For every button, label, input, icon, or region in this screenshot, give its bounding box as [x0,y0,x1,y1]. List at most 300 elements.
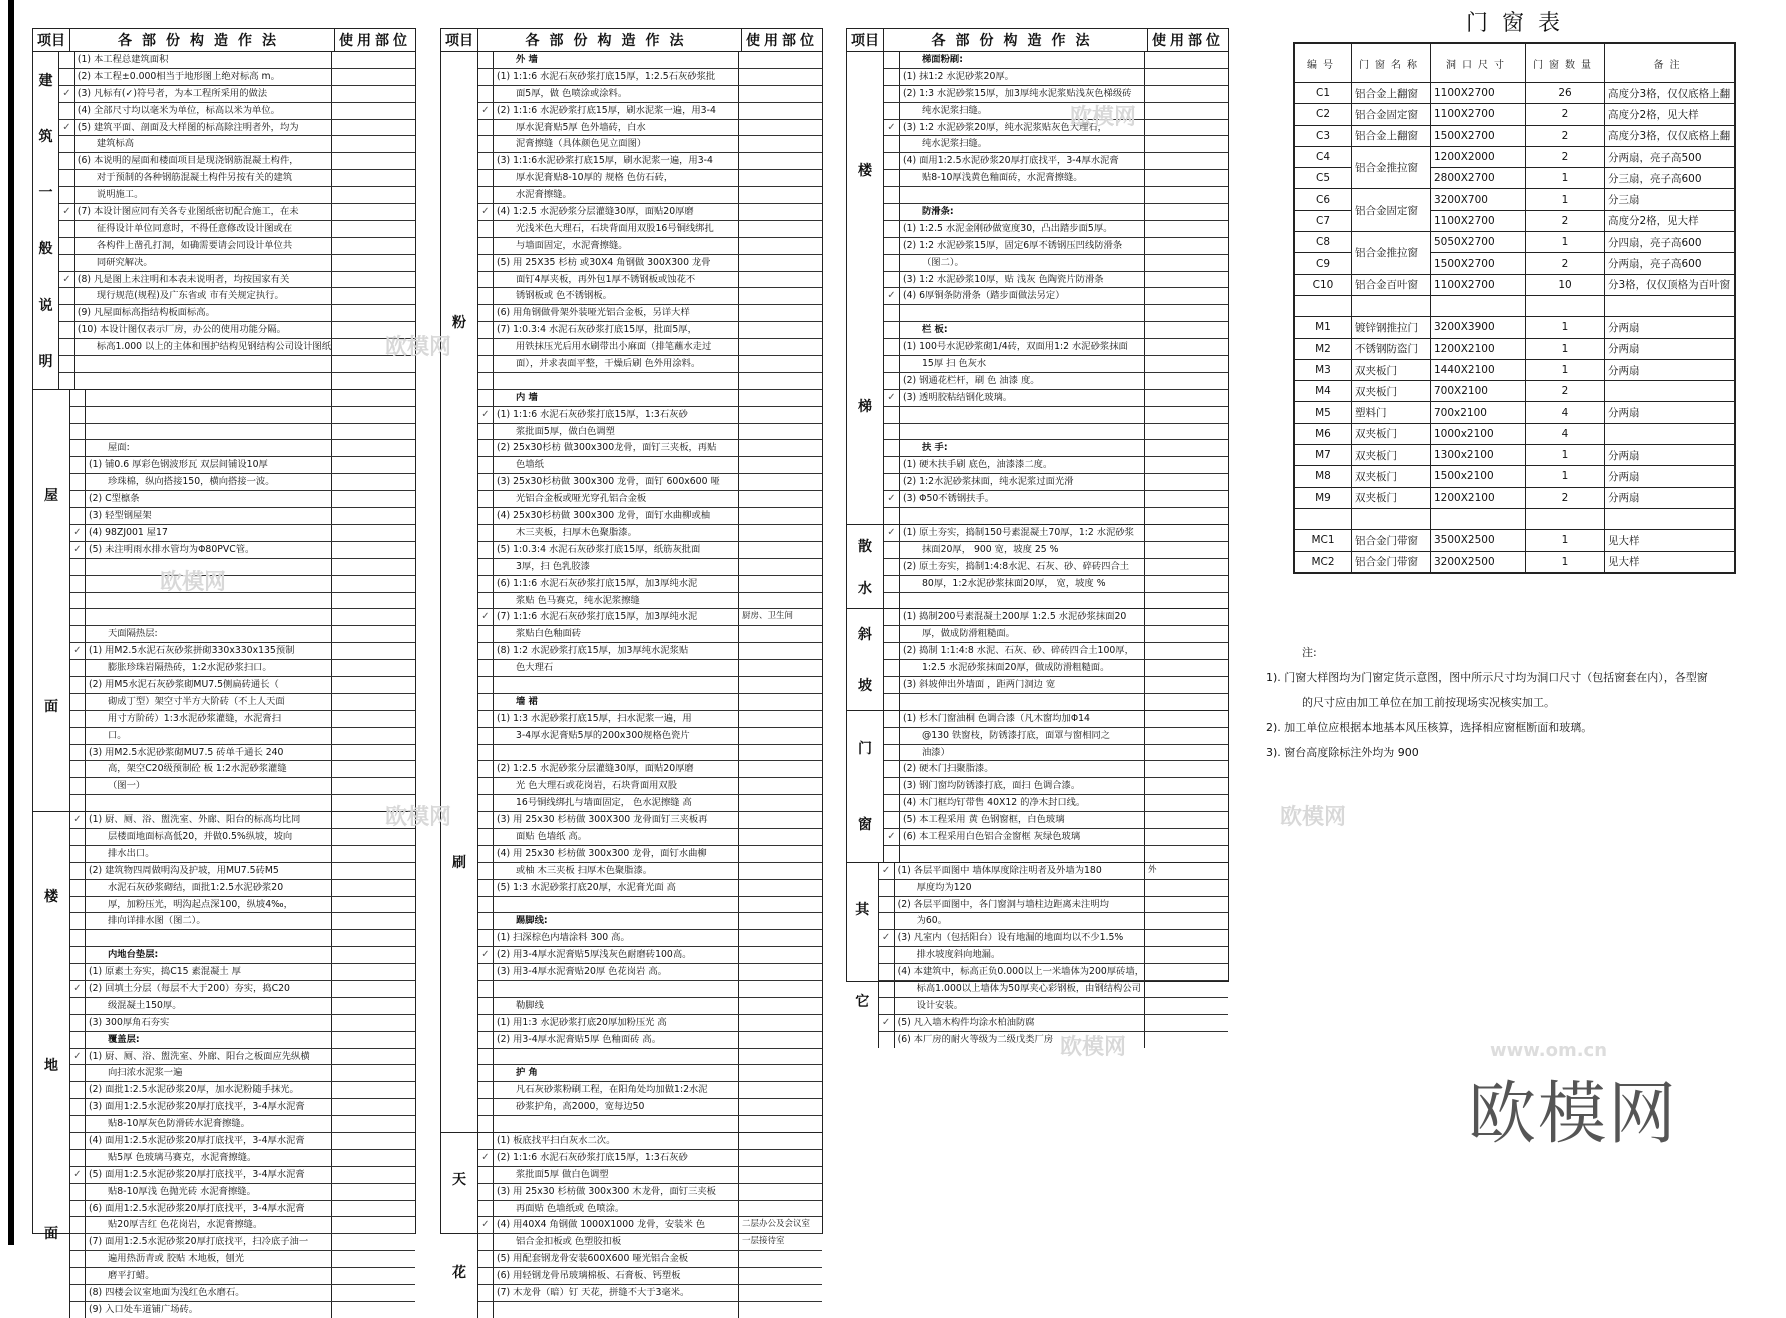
use-location [739,576,822,592]
use-location [1145,542,1228,558]
table-row [478,897,822,914]
use-location [1145,153,1228,169]
method-text: (2) 本工程±0.000相当于地形图上绝对标高 m。 [75,69,332,85]
method-text: (6) 面用1:2.5水泥砂浆20厚打底找平，3-4厚水泥膏 [86,1201,332,1217]
door-window-row [1295,317,1735,338]
table-row [478,745,822,762]
table-row [478,1234,822,1251]
check-mark-icon [59,69,75,85]
check-mark-icon [884,677,900,693]
check-mark-icon [478,525,494,541]
table-row [884,593,1228,609]
table-row [70,981,415,998]
door-window-row [1295,104,1735,125]
use-location [739,440,822,456]
check-mark-icon: ✓ [478,609,494,625]
table-row [478,1217,822,1234]
use-location [1145,221,1228,237]
table-header [441,29,822,52]
method-text: 设计安装。 [895,998,1145,1014]
cell-id: M1 [1295,317,1352,338]
check-mark-icon [70,1082,86,1098]
section [847,711,1228,863]
use-location [332,778,415,794]
use-location [332,1082,415,1098]
table-row [478,677,822,694]
method-text: (3) 凡室内（包括阳台）设有地漏的地面均以不少1.5% [895,930,1145,946]
method-text: (1) 板底找平扫白灰水二次。 [494,1133,739,1149]
use-location [739,204,822,220]
method-text: （图二）。 [900,255,1145,271]
site-logo: 欧模网 [1468,1075,1679,1154]
method-text: 再面贴 色墙纸或 色喷涂。 [494,1201,739,1217]
method-text: 排向详排水图（图二）。 [86,913,332,929]
check-mark-icon [879,981,895,997]
cell-note: 分三扇，亮子高600 [1605,168,1735,189]
cell-size: 1100X2700 [1431,104,1526,125]
use-location [1145,69,1228,85]
use-location [332,288,415,304]
method-text: (5) 1:3 水泥砂浆打底20厚，水泥膏光面 高 [494,880,739,896]
table-row [70,576,415,593]
table-row [478,1201,822,1218]
use-location [332,1217,415,1233]
method-text: @130 铁窗枝，防锈漆打底，面罩与窗相同之 [900,728,1145,744]
method-text: 栏 板: [900,322,1145,338]
table-row [884,238,1228,255]
method-text: 内 墙 [494,390,739,406]
table-row [884,322,1228,339]
cell-name: 双夹板门 [1352,381,1431,402]
table-row [59,120,415,137]
table-row [70,1285,415,1302]
check-mark-icon: ✓ [59,272,75,288]
cell-name: 双夹板门 [1352,487,1431,508]
check-mark-icon [478,1184,494,1200]
section [33,52,415,390]
check-mark-icon: ✓ [478,103,494,119]
method-text: (1) 1:2.5 水泥金刚砂做宽度30，凸出踏步面5厚。 [900,221,1145,237]
check-mark-icon [884,153,900,169]
check-mark-icon [70,761,86,777]
use-location [332,525,415,541]
table-row [70,947,415,964]
method-text: (3) 25x30杉枋做 300x300 龙骨，面钉 600x600 哑 [494,474,739,490]
check-mark-icon [59,170,75,186]
method-text: (1) 硬木扶手刷 底色，油漆漆二度。 [900,457,1145,473]
check-mark-icon [884,778,900,794]
use-location [332,187,415,203]
table-row [478,559,822,576]
check-mark-icon [478,677,494,693]
check-mark-icon [879,897,895,913]
cell-id: M9 [1295,487,1352,508]
method-text: 面贴 色墙纸 高。 [494,829,739,845]
use-location [332,643,415,659]
table-row [478,761,822,778]
table-row [70,711,415,728]
check-mark-icon: ✓ [478,1150,494,1166]
check-mark-icon [478,356,494,372]
method-text: (8) 1:2 水泥砂浆打底15厚，加3厚纯水泥浆贴 [494,643,739,659]
method-text: (3) 用3-4厚水泥膏贴20厚 色花岗岩 高。 [494,964,739,980]
cell-size: 700X2100 [1431,381,1526,402]
method-text [494,981,739,997]
check-mark-icon [478,542,494,558]
use-location [332,1099,415,1115]
use-location [1145,322,1228,338]
check-mark-icon [478,913,494,929]
table-row [884,339,1228,356]
method-text: (2) 回填土分层（每层不大于200）夯实，捣C20 [86,981,332,997]
check-mark-icon [478,930,494,946]
method-text: 内地台垫层: [86,947,332,963]
check-mark-icon [478,981,494,997]
use-location [332,1302,415,1318]
table-row [879,930,1228,947]
use-location [739,69,822,85]
check-mark-icon [884,474,900,490]
table-row [478,1082,822,1099]
check-mark-icon: ✓ [884,829,900,845]
cell-id: M3 [1295,359,1352,380]
method-text [900,305,1145,321]
use-location [1145,643,1228,659]
table-row [884,812,1228,829]
use-location [332,1201,415,1217]
use-location [332,829,415,845]
cell-size: 3200X2500 [1431,551,1526,572]
use-location [739,1184,822,1200]
method-text: (2) 硬木门扫聚脂漆。 [900,761,1145,777]
use-location [332,1234,415,1250]
check-mark-icon [884,643,900,659]
cell-name: 镀锌钢推拉门 [1352,317,1431,338]
table-row [478,778,822,795]
use-location [739,1133,822,1149]
method-text: 15厚 扫 色灰水 [900,356,1145,372]
table-row [70,677,415,694]
check-mark-icon [70,660,86,676]
use-location [1145,474,1228,490]
use-location [739,1268,822,1284]
check-mark-icon [884,339,900,355]
use-location [1145,846,1228,862]
table-row [884,694,1228,710]
method-text [494,373,739,389]
method-text: 排水坡度斜向地漏。 [895,947,1145,963]
check-mark-icon [478,1015,494,1031]
spec-table-2 [440,28,823,1299]
table-row [478,1133,822,1150]
table-row [70,913,415,930]
table-row [884,559,1228,576]
method-text: 贴20厚吉红 色花岗岩，水泥膏擦缝。 [86,1217,332,1233]
table-row [884,457,1228,474]
use-location [739,491,822,507]
cell-qty: 1 [1526,551,1605,572]
cell-id [1295,295,1352,316]
check-mark-icon [478,153,494,169]
table-row [70,440,415,457]
watermark: 欧模网 [385,335,452,360]
method-text: (4) 面用1:2.5水泥砂浆20厚打底找平，3-4厚水泥膏 [900,153,1145,169]
method-text [86,593,332,609]
method-text: (5) 凡入墙木构件均涂水柏油防腐 [895,1015,1145,1031]
cell-name: 铝合金门带窗 [1352,551,1431,572]
check-mark-icon [70,998,86,1014]
table-row [70,643,415,660]
table-row [478,812,822,829]
method-text: (5) 本工程采用 黄 色钢窗框，白色玻璃 [900,812,1145,828]
cell-note: 高度分3格，仅仅底格上翻 [1605,125,1735,146]
cell-name: 铝合金固定窗 [1352,189,1431,232]
check-mark-icon [59,103,75,119]
check-mark-icon [70,694,86,710]
use-location [1145,305,1228,321]
use-location [1145,86,1228,102]
cell-name [1352,508,1431,529]
check-mark-icon [478,221,494,237]
table-header [33,29,415,52]
use-location [1145,913,1228,929]
check-mark-icon [478,373,494,389]
check-mark-icon [70,390,86,406]
table-row [884,69,1228,86]
check-mark-icon [478,339,494,355]
use-location [739,778,822,794]
door-window-row [1295,274,1735,295]
check-mark-icon [884,576,900,592]
cell-size: 1500x2100 [1431,466,1526,487]
cell-qty: 10 [1526,274,1605,295]
check-mark-icon [70,1032,86,1048]
check-mark-icon [478,1167,494,1183]
check-mark-icon [884,305,900,321]
method-text: 膨胀珍珠岩隔热砖，1:2水泥砂浆扫口。 [86,660,332,676]
use-location [332,1268,415,1284]
method-text: 油漆） [900,745,1145,761]
table-row [70,745,415,762]
method-text: 对于预制的各种钢筋混凝土构件另按有关的建筑 [75,170,332,186]
check-mark-icon: ✓ [879,863,895,879]
method-text: (1) 抹1:2 水泥砂浆20厚。 [900,69,1145,85]
cell-name [1352,295,1431,316]
check-mark-icon [478,711,494,727]
cell-size: 700x2100 [1431,402,1526,423]
use-location [332,52,415,68]
check-mark-icon [59,288,75,304]
table-row [59,136,415,153]
door-window-row [1295,551,1735,572]
check-mark-icon [884,728,900,744]
use-location [739,238,822,254]
check-mark-icon [478,86,494,102]
cell-name: 双夹板门 [1352,466,1431,487]
use-location [332,1065,415,1081]
door-window-row [1295,125,1735,146]
cell-qty [1526,295,1605,316]
cell-name: 不锈钢防盗门 [1352,338,1431,359]
use-location [739,255,822,271]
table-row [70,1116,415,1133]
check-mark-icon [70,1015,86,1031]
cell-size: 1200X2100 [1431,338,1526,359]
section-label: 粉 刷 [441,52,478,1132]
method-text: (5) 1:0.3:4 水泥石灰砂浆打底15厚，纸筋灰批面 [494,542,739,558]
table-row [70,795,415,811]
use-location [1145,761,1228,777]
check-mark-icon [478,660,494,676]
table-row [478,86,822,103]
check-mark-icon [70,1065,86,1081]
table-row [478,440,822,457]
check-mark-icon [70,846,86,862]
cell-qty: 1 [1526,359,1605,380]
table-row [478,880,822,897]
method-text [494,897,739,913]
method-text: 屋面: [86,440,332,456]
method-text: (3) 用 25x30 杉枋做 300X300 龙骨面钉三夹板再 [494,812,739,828]
table-row [478,846,822,863]
table-row [478,1099,822,1116]
use-location [739,373,822,389]
method-text: 16号铜线绑扎与墙面固定， 色水泥擦缝 高 [494,795,739,811]
watermark: 欧模网 [1280,805,1347,830]
use-location [739,964,822,980]
use-location [332,761,415,777]
method-text: (2) 各层平面图中，各门窗洞与墙柱边距离未注明均 [895,897,1145,913]
cell-name: 铝合金百叶窗 [1352,274,1431,295]
door-window-row [1295,338,1735,359]
door-window-row [1295,232,1735,253]
use-location [332,407,415,423]
check-mark-icon [478,1032,494,1048]
cell-note: 分两扇，亮子高600 [1605,253,1735,274]
table-row [478,964,822,981]
table-row [478,694,822,711]
use-location [1145,897,1228,913]
method-text: (7) 1:1:6 水泥石灰砂浆打底15厚，加3厚纯水泥 [494,609,739,625]
check-mark-icon [884,559,900,575]
cell-id: M7 [1295,445,1352,466]
table-row [478,1116,822,1132]
check-mark-icon [478,728,494,744]
table-row [478,339,822,356]
table-row [70,1099,415,1116]
cell-id: M2 [1295,338,1352,359]
check-mark-icon [59,339,75,355]
use-location [332,964,415,980]
check-mark-icon [478,1302,494,1318]
use-location: 二层办公及会议室 [742,1219,811,1230]
cell-qty: 1 [1526,317,1605,338]
check-mark-icon [884,187,900,203]
table-row [884,491,1228,508]
method-text: 面），并求表面平整，干燥后刷 色外用涂料。 [494,356,739,372]
method-text: (3) 透明胶粘结钢化玻璃。 [900,390,1145,406]
table-row [884,103,1228,120]
use-location [739,761,822,777]
col-name: 门窗名称 [1352,44,1431,83]
table-row [478,153,822,170]
table-row [478,238,822,255]
cell-note: 分四扇，亮子高600 [1605,232,1735,253]
use-location [332,1285,415,1301]
method-text: (6) 本工程采用白色铝合金窗框 灰绿色玻璃 [900,829,1145,845]
method-text: 80厚，1:2水泥砂浆抹面20厚， 宽，坡度 % [900,576,1145,592]
use-location [739,1116,822,1132]
check-mark-icon [879,913,895,929]
check-mark-icon [884,626,900,642]
use-location [332,913,415,929]
table-row [59,69,415,86]
table-row [478,322,822,339]
table-row [478,626,822,643]
check-mark-icon [884,221,900,237]
use-location [332,103,415,119]
check-mark-icon [884,69,900,85]
method-text: 层楼面地面标高低20，并做0.5%纵坡，坡向 [86,829,332,845]
use-location [332,373,415,389]
table-row [478,863,822,880]
door-window-row [1295,487,1735,508]
use-location [1145,339,1228,355]
use-location [1145,288,1228,304]
use-location [739,136,822,152]
method-text: 纯水泥浆扫缝。 [900,136,1145,152]
method-text [86,559,332,575]
cell-size: 1200X2100 [1431,487,1526,508]
method-text: (5) 建筑平面、剖面及大样图的标高除注明者外，均为 [75,120,332,136]
cell-name: 铝合金上翻窗 [1352,83,1431,104]
door-window-title: 门窗表 [1465,11,1574,36]
door-window-row [1295,381,1735,402]
table-row [478,795,822,812]
check-mark-icon: ✓ [478,1217,494,1233]
check-mark-icon [478,576,494,592]
header-item: 项目 [33,29,70,51]
method-text: 纯水泥浆扫缝。 [900,103,1145,119]
method-text: 凡石灰砂浆粉刷工程，在阳角处均加做1:2水泥 [494,1082,739,1098]
method-text: 抹面20厚， 900 宽，坡度 25 % [900,542,1145,558]
table-row [884,761,1228,778]
table-row [478,356,822,373]
use-location [332,998,415,1014]
check-mark-icon [478,424,494,440]
use-location [1145,964,1228,980]
use-location [739,474,822,490]
section-label: 散 水 [847,525,884,608]
door-window-row [1295,445,1735,466]
use-location [739,103,822,119]
check-mark-icon [70,947,86,963]
table-row [478,508,822,525]
table-row [478,576,822,593]
door-window-row [1295,83,1735,104]
check-mark-icon: ✓ [70,542,86,558]
check-mark-icon [478,255,494,271]
use-location [332,897,415,913]
table-row [884,542,1228,559]
cell-qty: 2 [1526,104,1605,125]
use-location [1145,356,1228,372]
method-text: (2) 捣制 1:1:4:8 水泥、石灰、砂、碎砖四合土100厚， [900,643,1145,659]
table-row [478,1032,822,1049]
use-location [739,424,822,440]
cell-name: 铝合金推拉窗 [1352,232,1431,275]
table-row [884,221,1228,238]
